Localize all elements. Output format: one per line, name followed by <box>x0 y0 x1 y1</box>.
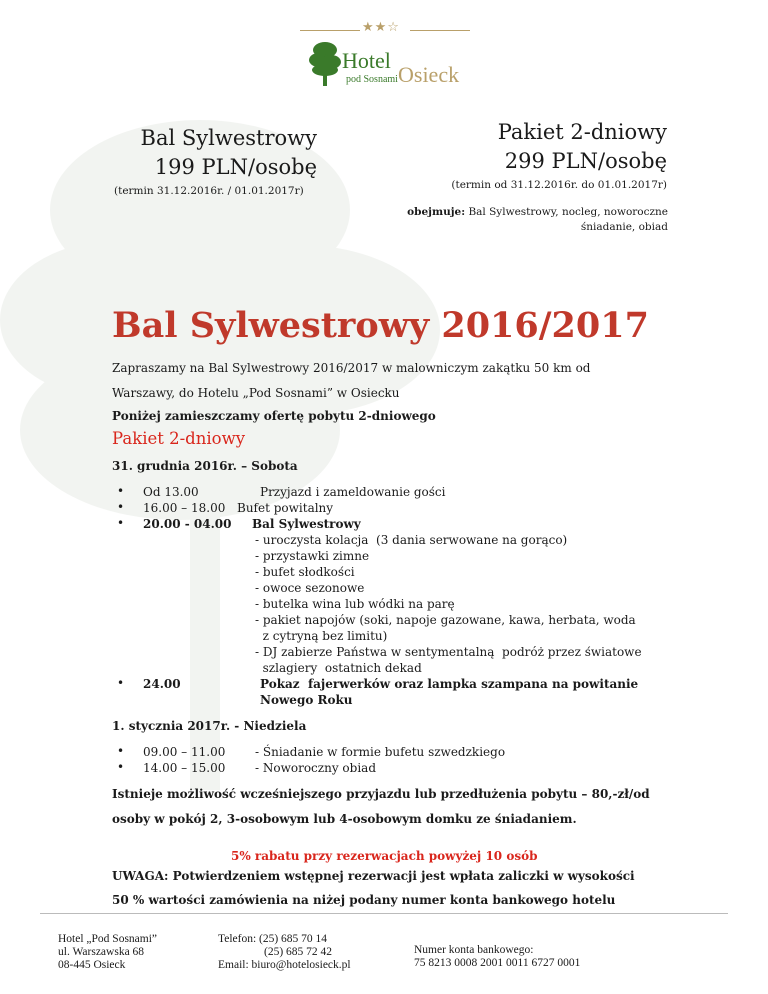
day1-item-desc: Bufet powitalny <box>237 501 334 515</box>
bal-detail: - pakiet napojów (soki, napoje gazowane, kawa, herbata, woda <box>255 613 636 627</box>
day2-item-time: 14.00 – 15.00 <box>143 761 226 775</box>
footer-bank-number: 75 8213 0008 2001 0011 6727 0001 <box>414 957 581 969</box>
includes-label: obejmuje: <box>407 206 466 218</box>
logo-line-right <box>410 30 470 31</box>
package-heading: Pakiet 2-dniowy <box>112 429 246 448</box>
offer-package <box>430 118 667 191</box>
day2-heading: 1. stycznia 2017r. - Niedziela <box>112 719 307 733</box>
bal-detail: z cytryną bez limitu) <box>255 629 388 643</box>
offer-package-term: (termin od 31.12.2016r. do 01.01.2017r) <box>451 179 667 191</box>
day2-item-desc: - Noworoczny obiad <box>255 761 376 775</box>
footer-address-line: ul. Warszawska 68 <box>58 946 145 958</box>
midnight-time: 24.00 <box>143 677 181 691</box>
logo-hotel-text: Hotel <box>342 48 391 73</box>
footer-bank <box>414 944 580 970</box>
includes-text-line2: śniadanie, obiad <box>580 221 668 233</box>
day1-heading: 31. grudnia 2016r. – Sobota <box>112 459 298 473</box>
logo-pod-text: pod Sosnami <box>346 74 398 85</box>
bullet-icon: • <box>117 516 125 530</box>
bal-detail: - bufet słodkości <box>255 565 355 579</box>
logo-stars-icon: ★★☆ <box>362 20 400 35</box>
bal-detail: - przystawki zimne <box>255 549 370 563</box>
day1-item-time: 16.00 – 18.00 <box>143 501 226 515</box>
footer-contact <box>218 933 351 972</box>
extension-line2: osoby w pokój 2, 3-osobowym lub 4-osobowym domku ze śniadaniem. <box>112 812 577 826</box>
day2-item-desc: - Śniadanie w formie bufetu szwedzkiego <box>255 745 506 759</box>
intro-line1: Zapraszamy na Bal Sylwestrowy 2016/2017 w malowniczym zakątku 50 km od <box>112 361 591 375</box>
pine-tree-icon <box>308 40 342 86</box>
footer-phone2: (25) 685 72 42 <box>264 946 333 958</box>
offer-bal-title: Bal Sylwestrowy <box>140 126 317 150</box>
offer-bal-term: (termin 31.12.2016r. / 01.01.2017r) <box>114 185 304 197</box>
notice-line2: 50 % wartości zamówienia na niżej podany numer konta bankowego hotelu <box>112 893 616 907</box>
day1-item-desc: Przyjazd i zameldowanie gości <box>260 485 446 499</box>
footer-address <box>58 933 157 972</box>
midnight-line2: Nowego Roku <box>260 693 353 707</box>
bal-detail: - DJ zabierze Państwa w sentymentalną podróż przez światowe <box>255 645 642 659</box>
includes-text-line1: Bal Sylwestrowy, nocleg, noworoczne <box>468 206 668 218</box>
bullet-icon: • <box>117 744 125 758</box>
day1-item-time: Od 13.00 <box>143 485 199 499</box>
bullet-icon: • <box>117 676 125 690</box>
intro-line3: Poniżej zamieszczamy ofertę pobytu 2-dniowego <box>112 409 436 423</box>
page-title: Bal Sylwestrowy 2016/2017 <box>112 305 649 346</box>
footer-address-line: Hotel „Pod Sosnami” <box>58 933 158 945</box>
day2-item-time: 09.00 – 11.00 <box>143 745 226 759</box>
bullet-icon: • <box>117 500 125 514</box>
bullet-icon: • <box>117 484 125 498</box>
bal-detail: - uroczysta kolacja (3 dania serwowane na gorąco) <box>255 533 568 547</box>
logo-line-left <box>300 30 360 31</box>
footer-address-line: 08-445 Osieck <box>58 959 126 971</box>
day1-item-time: 20.00 - 04.00 <box>143 517 232 531</box>
package-includes <box>380 205 668 235</box>
midnight-line1: Pokaz fajerwerków oraz lampka szampana na powitanie <box>260 677 639 691</box>
discount-note: 5% rabatu przy rezerwacjach powyżej 10 osób <box>231 849 538 863</box>
bal-detail: - owoce sezonowe <box>255 581 365 595</box>
footer-email[interactable]: Email: biuro@hotelosieck.pl <box>218 959 351 971</box>
bullet-icon: • <box>117 760 125 774</box>
hotel-logo <box>300 18 470 88</box>
footer-divider <box>40 913 728 914</box>
intro-line2: Warszawy, do Hotelu „Pod Sosnami” w Osiecku <box>112 386 400 400</box>
footer-phone1: Telefon: (25) 685 70 14 <box>218 933 328 945</box>
logo-osieck-text: Osieck <box>398 62 460 87</box>
notice-line1: UWAGA: Potwierdzeniem wstępnej rezerwacji jest wpłata zaliczki w wysokości <box>112 869 635 883</box>
offer-package-title: Pakiet 2-dniowy <box>497 120 667 144</box>
footer-bank-label: Numer konta bankowego: <box>414 944 534 956</box>
extension-line1: Istnieje możliwość wcześniejszego przyjazdu lub przedłużenia pobytu – 80,-zł/od <box>112 787 650 801</box>
bal-detail: szlagiery ostatnich dekad <box>255 661 422 675</box>
offer-bal-price: 199 PLN/osobę <box>154 155 317 179</box>
offer-bal <box>112 124 317 197</box>
offer-package-price: 299 PLN/osobę <box>504 149 667 173</box>
day1-item-desc: Bal Sylwestrowy <box>252 517 361 531</box>
bal-detail: - butelka wina lub wódki na parę <box>255 597 455 611</box>
